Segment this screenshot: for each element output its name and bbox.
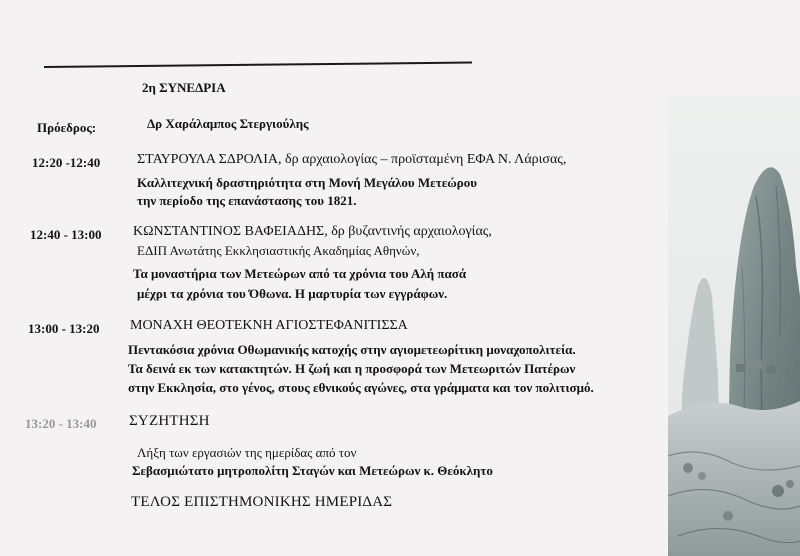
talk-1-title-line-2: την περίοδο της επανάστασης του 1821. xyxy=(137,193,357,208)
session-title: 2η ΣΥΝΕΔΡΙΑ xyxy=(142,80,226,95)
top-rule xyxy=(44,62,472,68)
closing-line-1: Λήξη των εργασιών της ημερίδας από τον xyxy=(137,445,357,460)
speaker-1: ΣΤΑΥΡΟΥΛΑ ΣΔΡΟΛΙΑ, δρ αρχαιολογίας – προϊσταμένη ΕΦΑ Ν. Λάρισας, xyxy=(137,152,567,167)
end-title: ΤΕΛΟΣ ΕΠΙΣΤΗΜΟΝΙΚΗΣ ΗΜΕΡΙΔΑΣ xyxy=(131,494,393,510)
time-slot-3: 13:00 - 13:20 xyxy=(28,321,100,336)
talk-3-title-line-1: Πεντακόσια χρόνια Οθωμανικής κατοχής στην αγιομετεωρίτικη μοναχοπολιτεία. xyxy=(128,342,576,357)
chair-name: Δρ Χαράλαμπος Στεργιούλης xyxy=(147,116,309,131)
talk-2-title-line-1: Τα μοναστήρια των Μετεώρων από τα χρόνια του Αλή πασά xyxy=(133,266,467,281)
talk-3-title-line-3: στην Εκκλησία, στο γένος, στους εθνικούς αγώνες, στα γράμματα και τον πολιτισμό. xyxy=(128,380,594,395)
talk-1-title-line-1: Καλλιτεχνική δραστηριότητα στη Μονή Μεγάλου Μετεώρου xyxy=(137,175,477,190)
time-slot-1: 12:20 -12:40 xyxy=(32,155,101,170)
speaker-3: ΜΟΝΑΧΗ ΘΕΟΤΕΚΝΗ ΑΓΙΟΣΤΕΦΑΝΙΤΙΣΣΑ xyxy=(130,318,408,333)
meteora-illustration xyxy=(668,96,800,556)
talk-3-title-line-2: Τα δεινά εκ των κατακτητών. Η ζωή και η προσφορά των Μετεωριτών Πατέρων xyxy=(128,361,576,376)
time-slot-2: 12:40 - 13:00 xyxy=(30,227,102,242)
closing-line-2: Σεβασμιώτατο μητροπολίτη Σταγών και Μετεώρων κ. Θεόκλητο xyxy=(132,463,493,478)
talk-2-title-line-2: μέχρι τα χρόνια του Όθωνα. Η μαρτυρία των εγγράφων. xyxy=(137,286,448,301)
chair-label: Πρόεδρος: xyxy=(37,120,97,135)
speaker-2: ΚΩΝΣΤΑΝΤΙΝΟΣ ΒΑΦΕΙΑΔΗΣ, δρ βυζαντινής αρχαιολογίας, xyxy=(133,224,492,239)
speaker-2-affiliation: ΕΔΙΠ Ανωτάτης Εκκλησιαστικής Ακαδημίας Αθηνών, xyxy=(137,243,420,258)
discussion-label: ΣΥΖΗΤΗΣΗ xyxy=(129,413,210,429)
time-slot-4: 13:20 - 13:40 xyxy=(25,416,97,431)
